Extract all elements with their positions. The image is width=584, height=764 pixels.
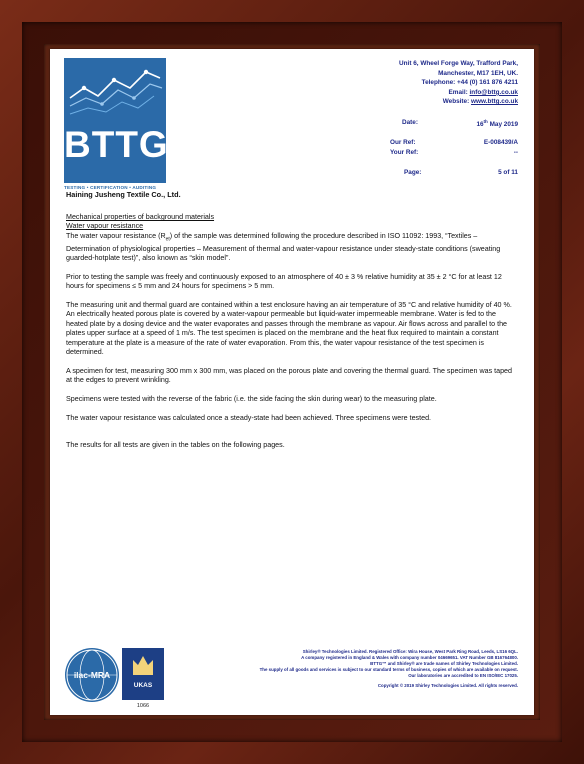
- date-value: 16th May 2019: [476, 119, 518, 129]
- paragraph-calculation: The water vapour resistance was calculated once a steady-state had been achieved. Three specimens were tested.: [66, 413, 432, 422]
- paragraph-method: The water vapour resistance $(R_{et})$ of the sample was determined following the procedure described in ISO 11092: 1993, “Textiles – Determination of physiological properties – Measurement of thermal and water-vapour resistance under steady-state conditions (sweating guarded-hotplate test)”, also known as “skin model”.: [66, 231, 501, 263]
- ukas-text: UKAS: [133, 682, 153, 689]
- logo-tagline: TESTING • CERTIFICATION • AUDITING: [64, 185, 157, 190]
- page-value: 5 of 11: [498, 169, 518, 176]
- website-label: Website:: [442, 98, 472, 106]
- client-company: Haining Jusheng Textile Co., Ltd.: [66, 190, 181, 199]
- footer-line-4: The supply of all goods and services is subject to our standard terms of business, copies of which are available on request.: [259, 667, 518, 673]
- logo-wave-graphic: [64, 58, 166, 124]
- your-ref-value: --: [513, 149, 518, 156]
- copyright: Copyright © 2019 Shirley Technologies Limited. All rights reserved.: [377, 683, 518, 689]
- address-line-2: Manchester, M17 1EH, UK.: [438, 69, 518, 77]
- ukas-logo: [122, 648, 164, 700]
- ilac-mra-text: ilac-MRA: [73, 670, 111, 680]
- date-label: Date:: [402, 119, 418, 126]
- report-body: [66, 213, 518, 460]
- footer-line-5: Our laboratories are accredited to EN ISO/IEC 17025.: [408, 673, 518, 679]
- footer-line-2: A company registered in England & Wales with company number 04669651. VAT Number GB 816764800.: [301, 655, 518, 661]
- bttg-logo: [64, 58, 169, 183]
- our-ref-label: Our Ref:: [390, 139, 416, 146]
- email-row: [399, 88, 518, 98]
- paragraph-apparatus: The measuring unit and thermal guard are contained within a test enclosure having an air temperature of 35 °C and relative humidity of 40 %. An electrically heated porous plate is covered by a water-vapour permeable but liquid-water impermeable membrane. Water is fed to the heated plate by a dosing device and the water evaporates and passes through the membrane as vapour. Air flows across and parallel to the plates upper surface at a speed of 1 m/s. The test specimen is placed on the membrane and the heat flux required to maintain a constant temperature at the plate is a measure of the rate of water evaporation. From this, the water vapour resistance of the test specimen is determined.: [66, 301, 512, 357]
- legal-footer: [218, 649, 518, 690]
- page-label: Page:: [404, 169, 422, 176]
- subsection-heading: Water vapour resistance: [66, 222, 144, 231]
- logo-wordmark: BTTG: [64, 124, 169, 165]
- website-link[interactable]: www.bttg.co.uk: [471, 98, 518, 106]
- telephone: Telephone: +44 (0) 161 876 4211: [421, 79, 518, 87]
- email-label: Email:: [448, 88, 470, 96]
- footer-line-3: BTTG™ and Shirley® are trade names of Shirley Technologies Limited.: [370, 661, 518, 667]
- paragraph-specimen: A specimen for test, measuring 300 mm x 300 mm, was placed on the porous plate and covering the thermal guard. The specimen was taped at the edges to prevent wrinkling.: [66, 366, 512, 385]
- our-ref-value: E-008439/A: [483, 139, 518, 146]
- document-page: [50, 49, 534, 715]
- footer-line-1: Shirley® Technologies Limited. Registered Office: Wira House, West Park Ring Road, Leeds, LS16 6QL.: [302, 649, 518, 654]
- ilac-mra-logo: [65, 648, 119, 702]
- company-address-block: [399, 59, 518, 107]
- paragraph-results: The results for all tests are given in the tables on the following pages.: [66, 441, 285, 450]
- paragraph-conditioning: Prior to testing the sample was freely and continuously exposed to an atmosphere of 40 ± 3 % relative humidity at 35 ± 2 °C for at least 12 hours for specimens ≤ 5 mm and 24 hours for specimens > 5 mm.: [66, 272, 502, 291]
- section-heading: Mechanical properties of background materials: [66, 213, 215, 221]
- website-row: [399, 97, 518, 107]
- paragraph-orientation: Specimens were tested with the reverse of the fabric (i.e. the side facing the skin during wear) to the measuring plate.: [66, 395, 437, 404]
- address-line-1: Unit 6, Wheel Forge Way, Trafford Park,: [399, 60, 518, 67]
- your-ref-label: Your Ref:: [390, 149, 419, 156]
- ukas-number: 1066: [136, 703, 150, 709]
- email-link[interactable]: info@bttg.co.uk: [469, 88, 518, 96]
- crown-icon: [122, 648, 164, 682]
